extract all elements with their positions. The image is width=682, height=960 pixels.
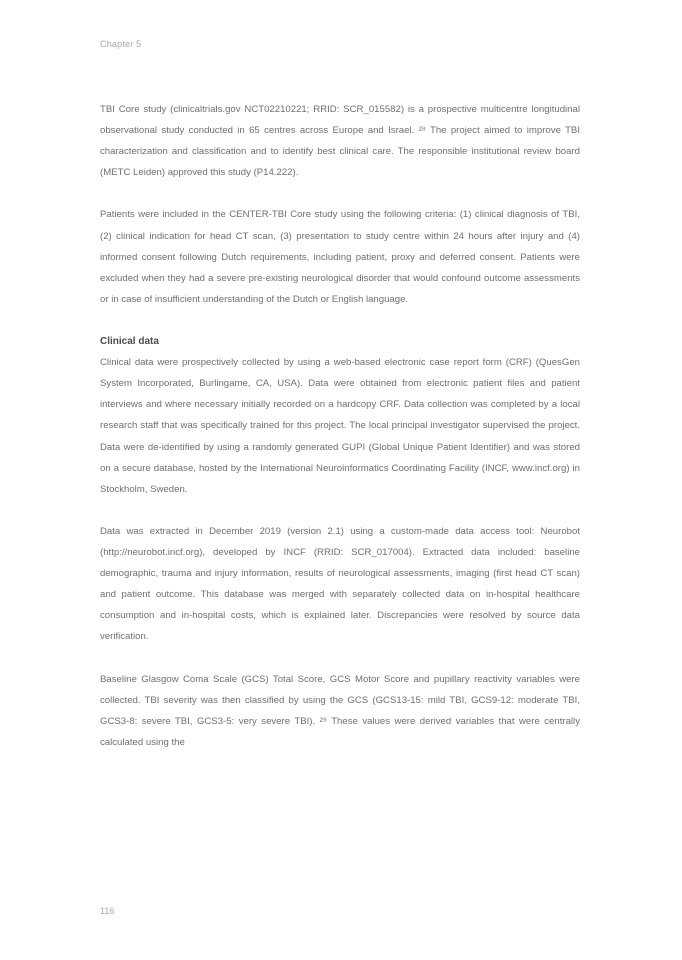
body-text [100,99,580,753]
page-number: 116 [100,906,115,916]
running-head: Chapter 5 [100,39,142,49]
paragraph-clinical-data: Clinical data were prospectively collected by using a web-based electronic case report form (CRF) (QuesGen System Incorporated, Burlingame, CA, USA). Data were obtained from electronic patient files and patient interviews and where necessary initially recorded on a hardcopy CRF. Data collection was completed by a local research staff that was specifically trained for this project. The local principal investigator supervised the project. Data were de-identified by using a randomly generated GUPI (Global Unique Patient Identifier) and was stored on a secure database, hosted by the International Neuroinformatics Coordinating Facility (INCF, www.incf.org) in Stockholm, Sweden. [100,357,580,495]
section-heading-clinical-data: Clinical data [100,336,159,348]
paragraph-data-extraction: Data was extracted in December 2019 (version 2.1) using a custom-made data access tool: Neurobot (http://neurobot.incf.org), developed by INCF (RRID: SCR_017004). Extracted data included: baseline demographic, trauma and injury information, results of neurological assessments, imaging (first head CT scan) and patient outcome. This database was merged with separately collected data on in-hospital healthcare consumption and in-hospital costs, which is explained later. Discrepancies were resolved by source data verification. [100,525,580,643]
paragraph-gcs: Baseline Glasgow Coma Scale (GCS) Total Score, GCS Motor Score and pupillary reactivity variables were collected. TBI severity was then classified by using the GCS (GCS13-15: mild TBI, GCS9-12: moderate TBI, GCS3-8: severe TBI, GCS3-5: very severe TBI). ²⁹ These values were derived variables that were centrally calculated using the [100,673,580,748]
paragraph-study-design: TBI Core study (clinicaltrials.gov NCT02210221; RRID: SCR_015582) is a prospective multicentre longitudinal observational study conducted in 65 centres across Europe and Israel. ²⁸ The project aimed to improve TBI characterization and classification and to identify best clinical care. The responsible institutional review board (METC Leiden) approved this study (P14.222). [100,104,580,179]
paragraph-inclusion-criteria: Patients were included in the CENTER-TBI Core study using the following criteria: (1) clinical diagnosis of TBI, (2) clinical indication for head CT scan, (3) presentation to study centre within 24 hours after injury and (4) informed consent following Dutch requirements, including patient, proxy and deferred consent. Patients were excluded when they had a severe pre-existing neurological disorder that would confound outcome assessments or in case of insufficient understanding of the Dutch or English language. [100,209,580,305]
